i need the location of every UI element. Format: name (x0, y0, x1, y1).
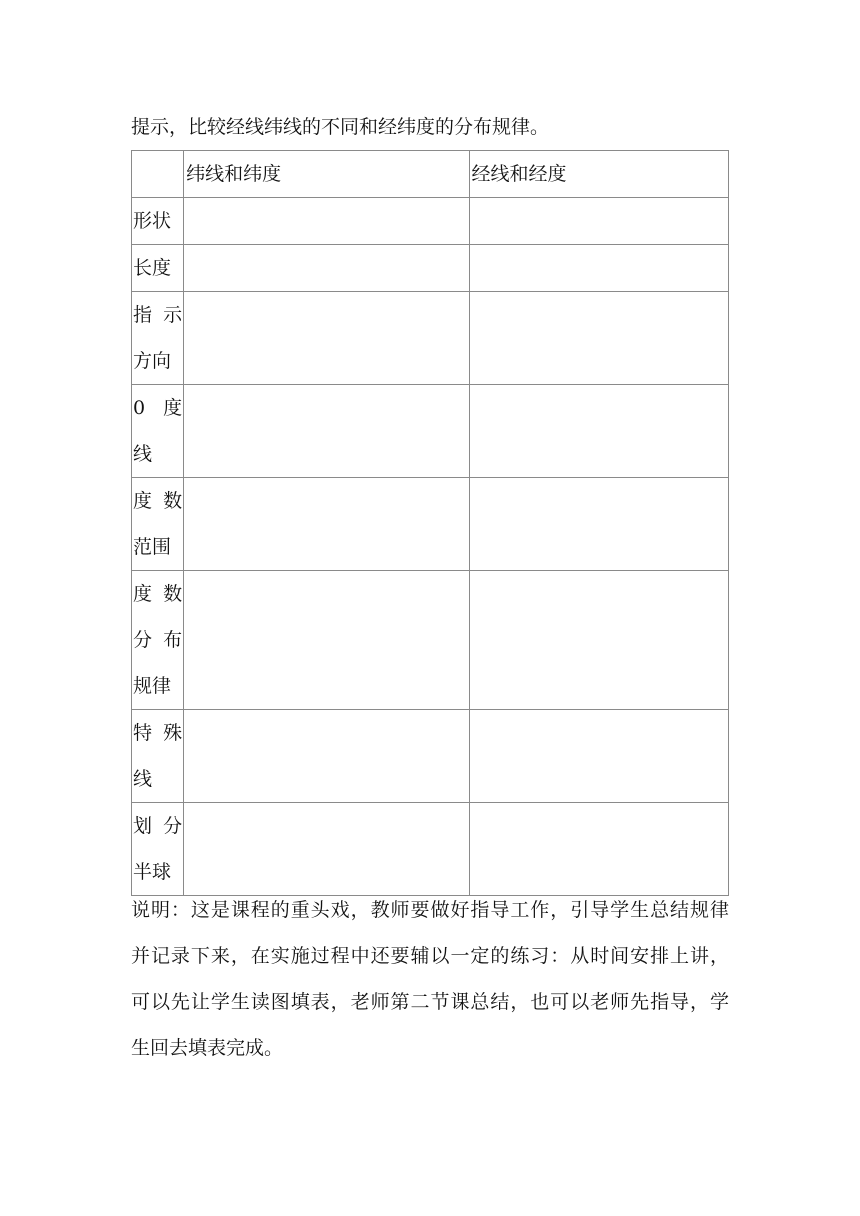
longitude-cell (469, 571, 728, 710)
latitude-cell (184, 245, 469, 292)
row-label-line: 指示 (133, 304, 183, 326)
row-label-line: 方向 (133, 350, 172, 372)
table-row (132, 245, 729, 292)
row-label-cell (132, 292, 184, 385)
latitude-cell (184, 710, 469, 803)
row-label-line: 划分 (133, 815, 183, 837)
row-label-cell (132, 198, 184, 245)
table-row (132, 710, 729, 803)
row-label-line: 分布 (133, 629, 183, 651)
longitude-cell (469, 292, 728, 385)
header-latitude-label: 纬线和纬度 (186, 163, 282, 185)
note-line: 并记录下来，在实施过程中还要辅以一定的练习：从时间安排上讲， (131, 945, 729, 967)
row-label-line: 半球 (133, 861, 172, 883)
row-label-cell (132, 385, 184, 478)
row-label-line: 度数 (133, 583, 183, 605)
longitude-cell (469, 710, 728, 803)
latitude-cell (184, 803, 469, 896)
row-label-line: 线 (133, 443, 153, 465)
row-label-line: 范围 (133, 536, 172, 558)
header-latitude-cell (184, 151, 469, 198)
longitude-cell (469, 198, 728, 245)
latitude-cell (184, 198, 469, 245)
row-label-line: 度数 (133, 490, 183, 512)
header-longitude-cell (469, 151, 728, 198)
row-label-cell (132, 710, 184, 803)
table-row (132, 478, 729, 571)
longitude-cell (469, 478, 728, 571)
longitude-cell (469, 385, 728, 478)
row-label-cell (132, 803, 184, 896)
table-header-row (132, 151, 729, 198)
latitude-cell (184, 571, 469, 710)
latitude-cell (184, 292, 469, 385)
latitude-cell (184, 385, 469, 478)
table-row (132, 385, 729, 478)
table-row (132, 803, 729, 896)
note-line: 可以先让学生读图填表，老师第二节课总结，也可以老师先指导，学 (131, 991, 729, 1013)
row-label-line: 特殊 (133, 722, 183, 744)
row-label-line: 规律 (133, 675, 172, 697)
row-label-line: 形状 (133, 210, 172, 232)
header-longitude-label: 经线和经度 (471, 163, 567, 185)
comparison-table (131, 150, 729, 896)
longitude-cell (469, 803, 728, 896)
row-label-line: 线 (133, 768, 153, 790)
note-line: 说明：这是课程的重头戏，教师要做好指导工作，引导学生总结规律 (131, 899, 729, 921)
row-label-line: 0 度 (133, 397, 183, 419)
latitude-cell (184, 478, 469, 571)
table-row (132, 571, 729, 710)
row-label-cell (132, 245, 184, 292)
table-row (132, 198, 729, 245)
header-corner-cell (132, 151, 184, 198)
row-label-cell (132, 571, 184, 710)
note-line: 生回去填表完成。 (131, 1037, 284, 1059)
longitude-cell (469, 245, 728, 292)
row-label-line: 长度 (133, 257, 172, 279)
table-row (132, 292, 729, 385)
note-paragraph (131, 887, 729, 1071)
row-label-cell (132, 478, 184, 571)
hint-text: 提示，比较经线纬线的不同和经纬度的分布规律。 (131, 116, 550, 138)
